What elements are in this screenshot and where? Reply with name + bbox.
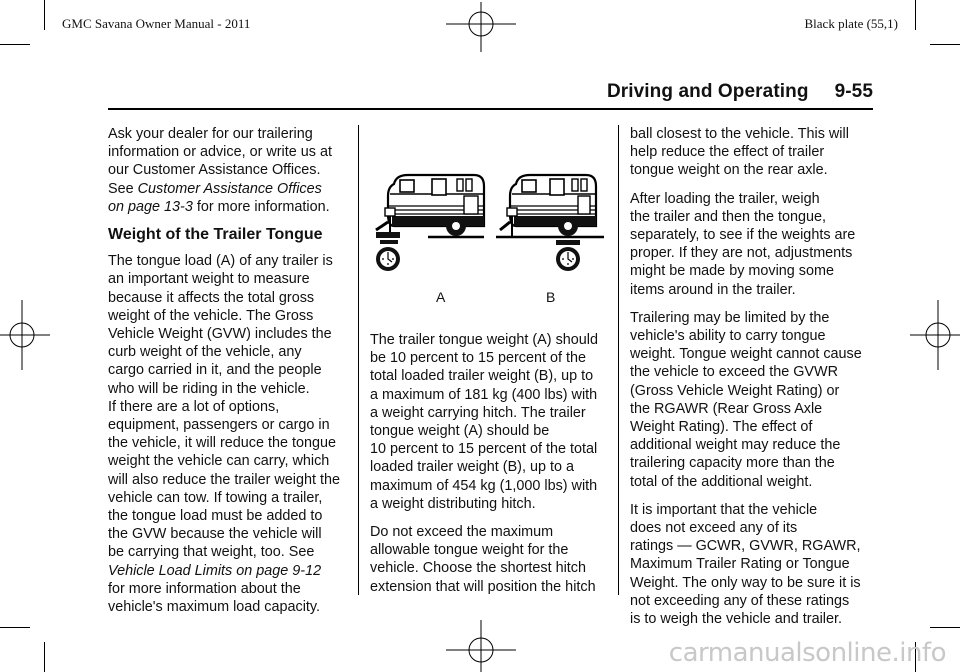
- trailer-a-illustration: [376, 175, 484, 271]
- manual-title: GMC Savana Owner Manual - 2011: [62, 16, 251, 31]
- trailer-tongue-weight-illustration: [372, 170, 604, 282]
- column-2: [370, 331, 610, 606]
- running-head: [607, 81, 873, 103]
- section-title: Driving and Operating: [606, 81, 809, 102]
- registration-mark-bottom: [446, 620, 516, 672]
- paragraph: It is important that the vehicle does not exceed any of its ratings — GCWR, GVWR, RGAWR, Maximum Trailer Rating or Tongue Weight. The only way to be sure it is not exceeding any of these ratings is to weigh the vehicle and trailer.: [630, 501, 861, 628]
- header-rule: [108, 108, 873, 110]
- column-3: [630, 125, 875, 638]
- paragraph: Trailering may be limited by the vehicle's ability to carry tongue weight. Tongue weight cannot cause the vehicle to exceed the GVWR (Gross Vehicle Weight Rating) or the RGAWR (Rear Gross Axle Weight Rating). The effect of additional weight may reduce the trailering capacity more than the total of the additional weight.: [630, 309, 862, 490]
- crop-mark: [915, 0, 916, 30]
- cross-reference-page[interactable]: on page 13-3: [108, 198, 193, 215]
- watermark: carmanualsonline.info: [668, 638, 946, 668]
- page-number: 9-55: [834, 81, 873, 102]
- figure-label-a: A: [436, 289, 446, 305]
- crop-mark: [44, 0, 45, 30]
- crop-mark: [0, 627, 30, 628]
- crop-mark: [930, 44, 960, 45]
- registration-mark-top: [446, 2, 516, 52]
- paragraph: The tongue load (A) of any trailer is an important weight to measure because it affects the total gross weight of the vehicle. The Gross Vehicle Weight (GVW) includes the curb weight of the vehicle, any cargo carried in it, and the people who will be riding in the vehicle. If there are a lot of options, equipment, passengers or cargo in the vehicle, it will reduce the tongue weight the vehicle can carry, which will also reduce the trailer weight the vehicle can tow. If towing a trailer, the tongue load must be added to the GVW because the vehicle will be carrying that weight, too. See Vehicle Load Limits on page 9-12 for more information about the vehicle's maximum load capacity.: [108, 252, 348, 616]
- crop-mark: [930, 627, 960, 628]
- trailer-b-illustration: [496, 175, 604, 271]
- column-divider: [618, 125, 619, 595]
- paragraph: Do not exceed the maximum allowable tongue weight for the vehicle. Choose the shortest hitch extension that will position the hitch: [370, 524, 596, 595]
- column-divider: [358, 125, 359, 595]
- paragraph: ball closest to the vehicle. This will help reduce the effect of trailer tongue weight on the rear axle.: [630, 126, 849, 179]
- cross-reference-link[interactable]: Vehicle Load Limits on page 9-12: [108, 562, 322, 579]
- crop-mark: [0, 44, 30, 45]
- paragraph: Ask your dealer for our trailering information or advice, or write us at our Customer Assistance Offices. See Customer Assistance Offices on page 13-3 for more information.: [108, 126, 332, 215]
- registration-mark-right: [910, 300, 960, 370]
- registration-mark-left: [0, 300, 50, 370]
- cross-reference-link[interactable]: Customer Assistance Offices: [137, 180, 322, 197]
- figure-label-b: B: [546, 289, 556, 305]
- crop-mark: [44, 642, 45, 672]
- paragraph: The trailer tongue weight (A) should be 10 percent to 15 percent of the total loaded trailer weight (B), up to a maximum of 181 kg (400 lbs) with a weight carrying hitch. The trailer tongue weight (A) should be 10 percent to 15 percent of the total loaded trailer weight (B), up to a maximum of 454 kg (1,000 lbs) with a weight distributing hitch.: [370, 332, 598, 512]
- plate-label: Black plate (55,1): [804, 16, 898, 31]
- section-heading: Weight of the Trailer Tongue: [108, 226, 323, 244]
- paragraph: After loading the trailer, weigh the trailer and then the tongue, separately, to see if the weights are proper. If they are not, adjustments might be made by moving some items around in the trailer.: [630, 190, 856, 298]
- column-1: [108, 125, 348, 626]
